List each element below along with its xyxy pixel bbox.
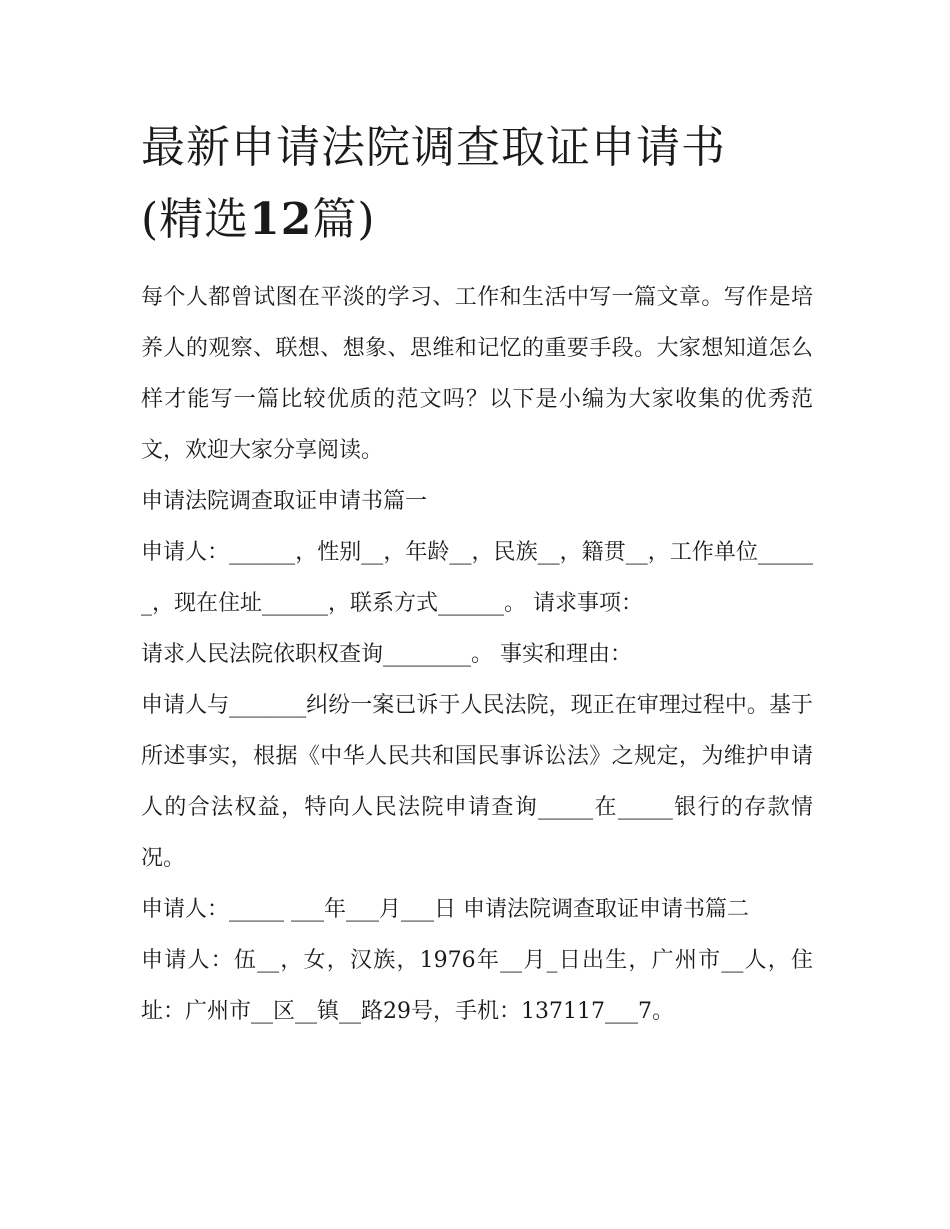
title-line-2-prefix: (精选 bbox=[141, 194, 250, 245]
title-line-2-suffix: 篇) bbox=[312, 194, 376, 245]
intro-paragraph: 每个人都曾试图在平淡的学习、工作和生活中写一篇文章。写作是培养人的观察、联想、想象、思维和记忆的重要手段。大家想知道怎么样才能写一篇比较优质的范文吗？以下是小编为大家收集的优秀范文，欢迎大家分享阅读。 bbox=[141, 285, 813, 463]
request-paragraph: 请求人民法院依职权查询________。 事实和理由： bbox=[141, 642, 632, 667]
document-content bbox=[141, 112, 813, 1037]
signature-paragraph: 申请人：_____ ___年___月___日 申请法院调查取证申请书篇二 bbox=[141, 897, 749, 922]
facts-paragraph: 申请人与_______纠纷一案已诉于人民法院，现正在审理过程中。基于所述事实，根据《中华人民共和国民事诉讼法》之规定，为维护申请人的合法权益，特向人民法院申请查询_____在_____银行的存款情况。 bbox=[141, 693, 813, 871]
title-line-1: 最新申请法院调查取证申请书 bbox=[141, 122, 726, 173]
applicant-details-paragraph: 申请人：伍__，女，汉族，1976年__月_日出生，广州市__人，住址：广州市__区__镇__路29号，手机：137117___7。 bbox=[141, 948, 813, 1024]
applicant-info-paragraph: 申请人：______，性别__，年龄__，民族__，籍贯__，工作单位______，现在住址______，联系方式______。 请求事项： bbox=[141, 540, 813, 616]
document-title bbox=[141, 112, 813, 256]
title-line-2-number: 12 bbox=[249, 194, 313, 245]
section-heading-1: 申请法院调查取证申请书篇一 bbox=[141, 489, 428, 514]
